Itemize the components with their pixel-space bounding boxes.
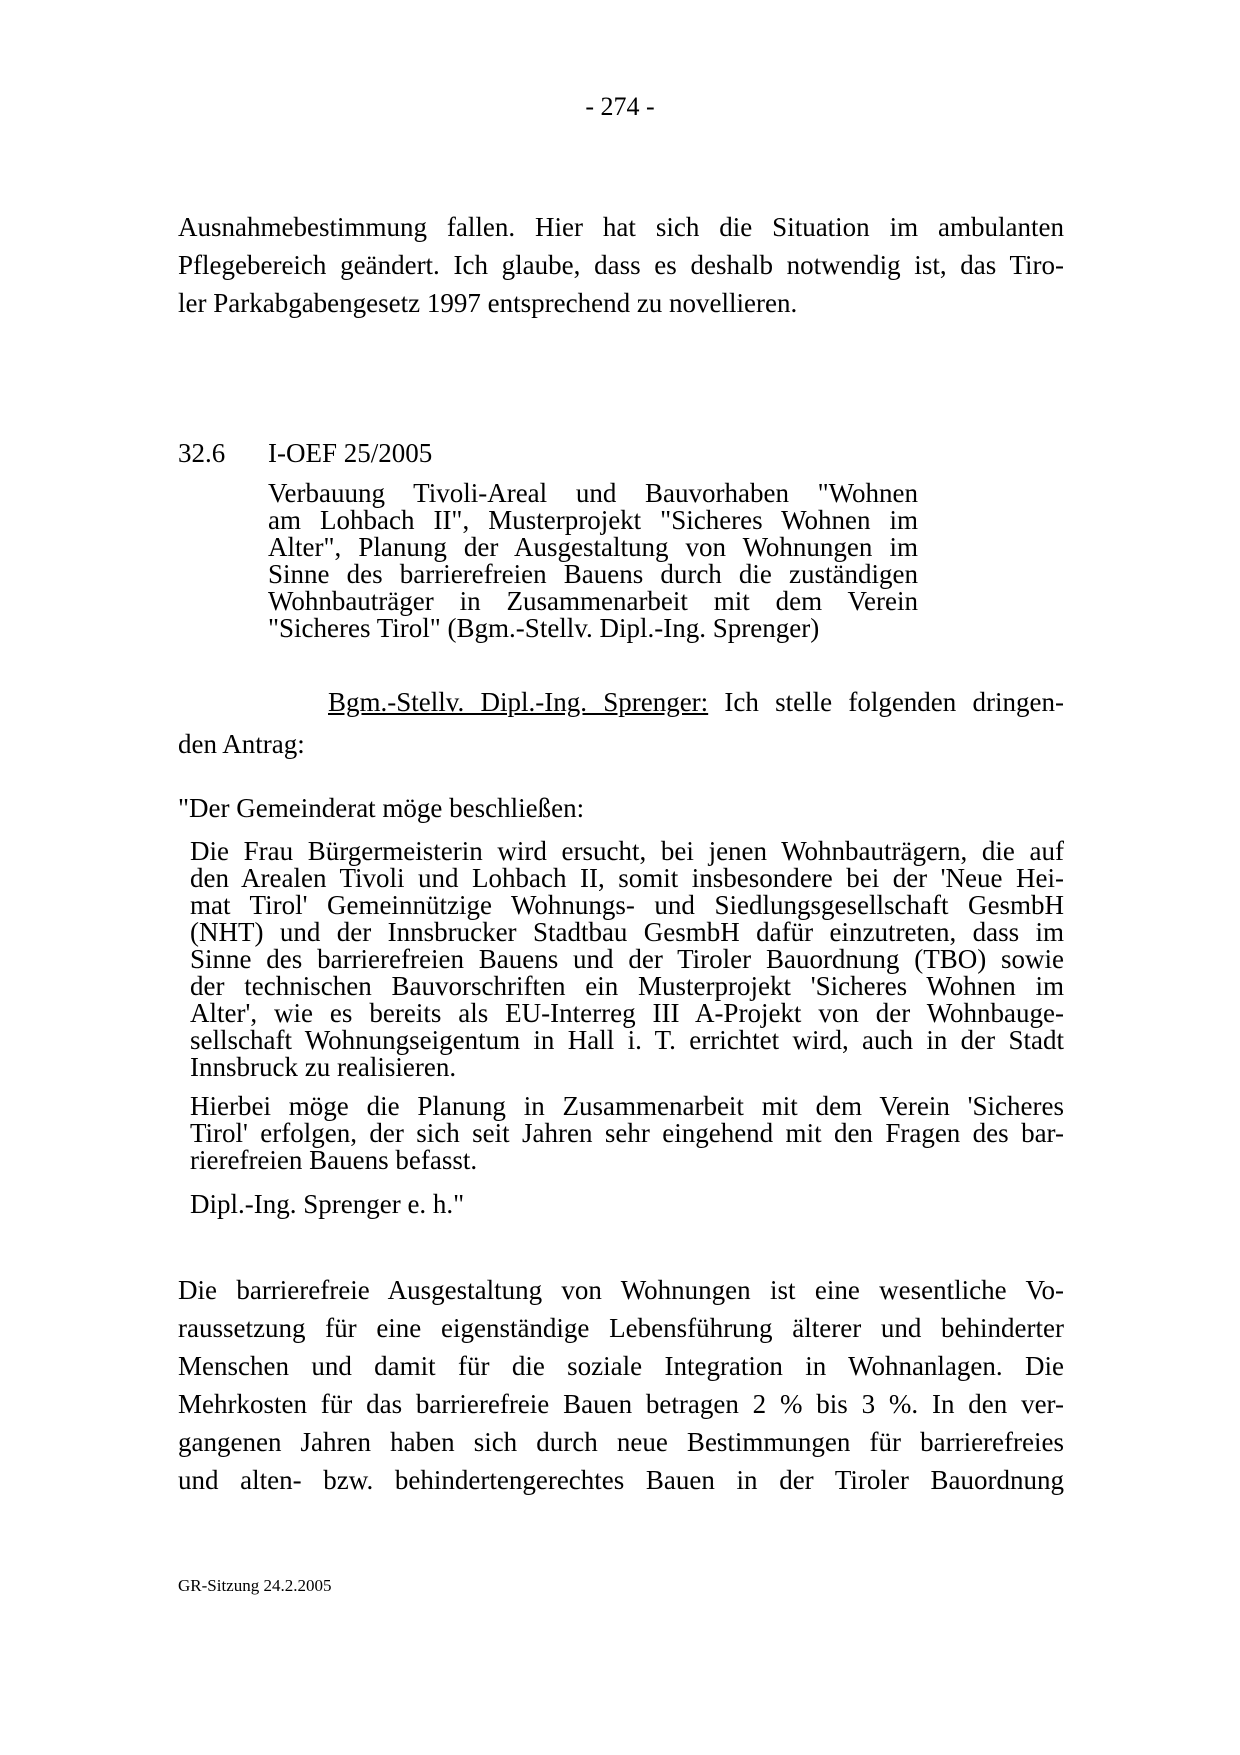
motion-line: Tirol' erfolgen, der sich seit Jahren sehr eingehend mit den Fragen des bar- [190, 1118, 1064, 1148]
motion-line: rierefreien Bauens befasst. [190, 1145, 478, 1175]
text-line: Menschen und damit für die soziale Integration in Wohnanlagen. Die [178, 1351, 1064, 1381]
text-line: und alten- bzw. behindertengerechtes Bauen in der Tiroler Bauordnung [178, 1465, 1064, 1495]
motion-line: der technischen Bauvorschriften ein Musterprojekt 'Sicheres Wohnen im [190, 971, 1064, 1001]
motion-line: mat Tirol' Gemeinnützige Wohnungs- und Siedlungsgesellschaft GesmbH [190, 890, 1064, 920]
motion-line: Innsbruck zu realisieren. [190, 1052, 457, 1082]
motion-line: Hierbei möge die Planung in Zusammenarbeit mit dem Verein 'Sicheres [190, 1091, 1064, 1121]
speaker-name: Bgm.-Stellv. Dipl.-Ing. Sprenger: [328, 687, 709, 717]
text-line: Ausnahmebestimmung fallen. Hier hat sich die Situation im ambulanten [178, 212, 1064, 242]
speaker-text: Ich stelle folgenden dringen- [708, 687, 1064, 717]
agenda-title-line: Wohnbauträger in Zusammenarbeit mit dem Verein [268, 586, 918, 616]
motion-line: sellschaft Wohnungseigentum in Hall i. T. errichtet wird, auch in der Stadt [190, 1025, 1064, 1055]
motion-paragraph-1 [190, 838, 1064, 1081]
text-line: raussetzung für eine eigenständige Lebensführung älterer und behinderter [178, 1313, 1064, 1343]
agenda-title-line: am Lohbach II", Musterprojekt "Sicheres Wohnen im [268, 505, 918, 535]
text-line: Mehrkosten für das barrierefreie Bauen betragen 2 % bis 3 %. In den ver- [178, 1389, 1064, 1419]
agenda-title [268, 480, 918, 642]
motion-line: Die Frau Bürgermeisterin wird ersucht, bei jenen Wohnbauträgern, die auf [190, 836, 1064, 866]
motion-line: (NHT) und der Innsbrucker Stadtbau GesmbH dafür einzutreten, dass im [190, 917, 1064, 947]
motion-signature: Dipl.-Ing. Sprenger e. h." [190, 1189, 465, 1219]
motion-line: Sinne des barrierefreien Bauens und der Tiroler Bauordnung (TBO) sowie [190, 944, 1064, 974]
agenda-title-line: Alter", Planung der Ausgestaltung von Wohnungen im [268, 532, 918, 562]
page-number: - 274 - [585, 92, 655, 121]
speaker-line [328, 686, 1064, 718]
agenda-title-line: Verbauung Tivoli-Areal und Bauvorhaben "Wohnen [268, 478, 918, 508]
motion-line: den Arealen Tivoli und Lohbach II, somit insbesondere bei der 'Neue Hei- [190, 863, 1064, 893]
intro-paragraph [178, 208, 1064, 322]
text-line: Pflegebereich geändert. Ich glaube, dass es deshalb notwendig ist, das Tiro- [178, 250, 1064, 280]
agenda-title-line: Sinne des barrierefreien Bauens durch die zuständigen [268, 559, 918, 589]
closing-paragraph [178, 1271, 1064, 1499]
speaker-continuation: den Antrag: [178, 729, 305, 759]
motion-line: Alter', wie es bereits als EU-Interreg III A-Projekt von der Wohnbauge- [190, 998, 1064, 1028]
agenda-number: 32.6 [178, 438, 226, 468]
motion-intro: "Der Gemeinderat möge beschließen: [178, 793, 585, 823]
agenda-title-line: "Sicheres Tirol" (Bgm.-Stellv. Dipl.-Ing. Sprenger) [268, 613, 820, 643]
agenda-code: I-OEF 25/2005 [268, 438, 433, 468]
text-line: gangenen Jahren haben sich durch neue Bestimmungen für barrierefreies [178, 1427, 1064, 1457]
text-line: Die barrierefreie Ausgestaltung von Wohnungen ist eine wesentliche Vo- [178, 1275, 1064, 1305]
text-line: ler Parkabgabengesetz 1997 entsprechend zu novellieren. [178, 288, 798, 318]
motion-paragraph-2 [190, 1093, 1064, 1174]
footer: GR-Sitzung 24.2.2005 [178, 1576, 332, 1595]
